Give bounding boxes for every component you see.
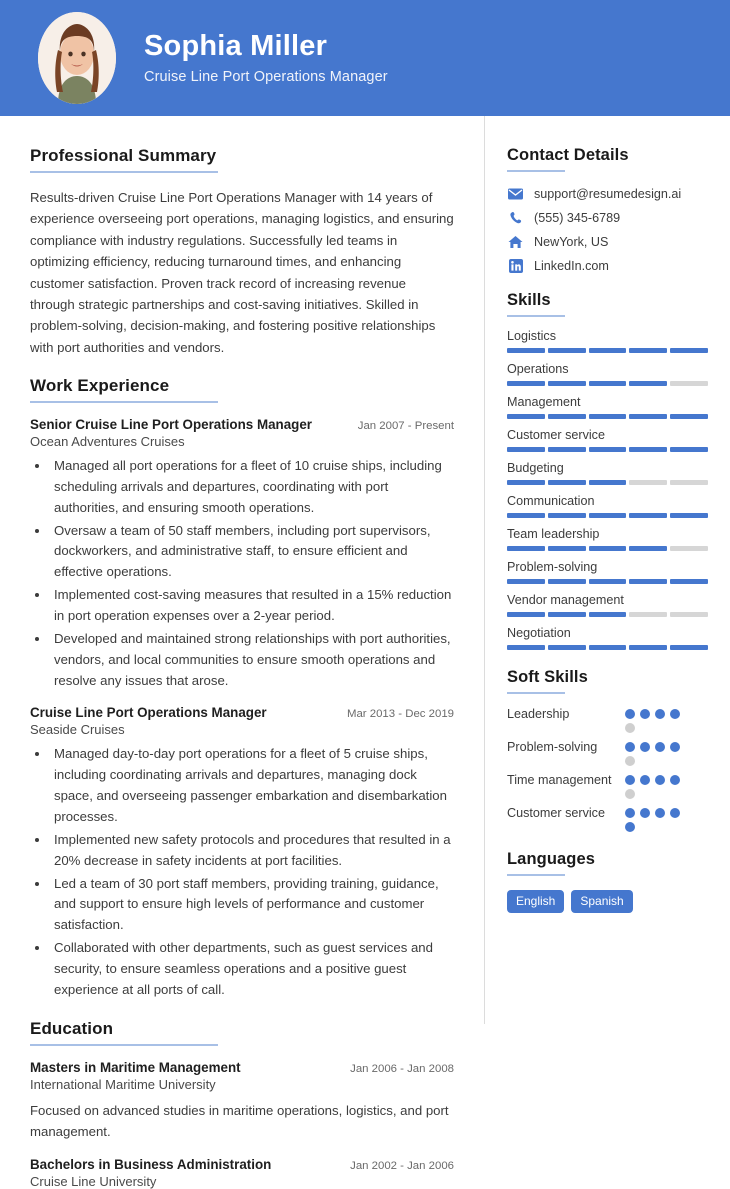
skill-segment [507, 546, 545, 551]
heading-underline [30, 1044, 218, 1046]
entry-date: Mar 2013 - Dec 2019 [346, 708, 454, 721]
skill-level-bar [507, 579, 708, 584]
skill-segment [589, 546, 627, 551]
heading-underline [507, 874, 565, 876]
skill-segment [629, 645, 667, 650]
skill-segment [507, 414, 545, 419]
heading-underline [507, 315, 565, 317]
skill-segment [629, 480, 667, 485]
skill-name: Negotiation [507, 626, 571, 640]
skill-level-bar [507, 447, 708, 452]
section-heading: Education [30, 1018, 114, 1038]
heading-underline [507, 692, 565, 694]
skill-segment [670, 447, 708, 452]
skill-name: Problem-solving [507, 560, 598, 574]
skill-segment [589, 513, 627, 518]
skill-name: Team leadership [507, 527, 600, 541]
skill-segment [589, 645, 627, 650]
section-soft-skills [507, 668, 708, 832]
section-heading: Soft Skills [507, 668, 588, 686]
linkedin-icon [507, 258, 524, 273]
heading-underline [30, 401, 218, 403]
skill-segment [507, 513, 545, 518]
phone-icon [507, 210, 524, 225]
soft-skill-rating [625, 706, 693, 733]
skill-segment [589, 480, 627, 485]
section-heading: Languages [507, 850, 596, 868]
section-heading: Skills [507, 291, 551, 309]
job-title: Cruise Line Port Operations Manager [144, 69, 388, 86]
entry-date: Jan 2006 - Jan 2008 [350, 1062, 454, 1075]
skill-segment [629, 348, 667, 353]
soft-skills-list [507, 706, 708, 832]
skill-segment [548, 414, 586, 419]
soft-skill-rating [625, 772, 693, 799]
rating-dot [625, 709, 635, 719]
work-entry-list [30, 417, 454, 1001]
entry-title: Bachelors in Business Administration [30, 1156, 272, 1172]
profile-photo-icon [38, 12, 116, 104]
skill-segment [507, 447, 545, 452]
skill-segment [670, 513, 708, 518]
skill-item [507, 593, 708, 617]
home-icon [507, 234, 524, 249]
contact-value: support@resumedesign.ai [534, 186, 682, 201]
rating-dot [640, 742, 650, 752]
entry-header [30, 705, 454, 720]
contact-value: (555) 345-6789 [534, 210, 621, 225]
skill-item [507, 560, 708, 584]
entry-bullet: • Led a team of 30 port staff members, providing training, guidance, and support to ensure high levels of performance and customer satisfaction. [50, 874, 454, 937]
section-professional-summary [30, 146, 454, 358]
rating-dot [655, 808, 665, 818]
soft-skill-item [507, 772, 708, 799]
rating-dot [655, 775, 665, 785]
skill-segment [629, 612, 667, 617]
rating-dot [625, 742, 635, 752]
section-contact-details [507, 146, 708, 273]
skill-name: Communication [507, 494, 595, 508]
skill-segment [629, 381, 667, 386]
contact-item[interactable] [507, 234, 708, 249]
skill-level-bar [507, 414, 708, 419]
rating-dot [625, 756, 635, 766]
entry-bullet-list [30, 744, 454, 1000]
entry-organization: Ocean Adventures Cruises [30, 434, 185, 449]
contact-value: NewYork, US [534, 234, 609, 249]
soft-skill-item [507, 805, 708, 832]
entry-bullet-list [30, 456, 454, 691]
skill-level-bar [507, 645, 708, 650]
entry-header [30, 1157, 454, 1172]
entry-bullet: • Managed day-to-day port operations for a fleet of 5 cruise ships, including coordinating arrivals and departures, managing dock space, and overseeing passenger embarkation and disembarkation processes. [50, 744, 454, 827]
rating-dot [670, 709, 680, 719]
skill-item [507, 329, 708, 353]
skill-level-bar [507, 348, 708, 353]
skill-segment [629, 579, 667, 584]
language-pill: Spanish [571, 890, 632, 913]
resume-entry [30, 417, 454, 691]
sidebar-column [485, 116, 730, 1024]
skill-segment [589, 414, 627, 419]
skill-segment [507, 480, 545, 485]
language-pill: English [507, 890, 564, 913]
skill-name: Customer service [507, 428, 605, 442]
skill-segment [548, 480, 586, 485]
skill-item [507, 461, 708, 485]
rating-dot [625, 822, 635, 832]
skill-segment [548, 348, 586, 353]
entry-organization: International Maritime University [30, 1076, 216, 1092]
skill-segment [548, 612, 586, 617]
skill-segment [629, 447, 667, 452]
skill-name: Vendor management [507, 593, 624, 607]
skill-segment [548, 381, 586, 386]
skill-segment [589, 381, 627, 386]
soft-skill-item [507, 739, 708, 766]
skill-segment [670, 348, 708, 353]
skill-level-bar [507, 513, 708, 518]
contact-item[interactable] [507, 186, 708, 201]
languages-list [507, 890, 708, 913]
soft-skill-name: Customer service [507, 806, 605, 820]
section-heading: Contact Details [507, 146, 629, 164]
avatar [38, 12, 116, 104]
entry-title: Masters in Maritime Management [30, 1059, 241, 1075]
email-icon [507, 186, 524, 201]
section-skills [507, 291, 708, 650]
contact-list [507, 186, 708, 273]
entry-organization: Cruise Line University [30, 1173, 157, 1189]
section-education [30, 1019, 454, 1189]
skill-segment [589, 579, 627, 584]
skills-list [507, 329, 708, 650]
rating-dot [640, 775, 650, 785]
contact-value: LinkedIn.com [534, 258, 609, 273]
skill-name: Operations [507, 362, 569, 376]
rating-dot [670, 742, 680, 752]
skill-segment [589, 447, 627, 452]
summary-text: Results-driven Cruise Line Port Operations Manager with 14 years of experience overseeing port operations, managing logistics, and ensuring compliance with industry regulations. Successfully led teams in optimizing efficiency, reducing turnaround times, and enhancing customer satisfaction. Proven track record of increasing revenue through strategic partnerships and cost-saving initiatives. Skilled in problem-solving, decision-making, and fostering positive relationships with port authorities and vendors. [30, 190, 454, 355]
skill-segment [670, 414, 708, 419]
section-heading: Work Experience [30, 376, 170, 395]
rating-dot [640, 808, 650, 818]
rating-dot [625, 789, 635, 799]
skill-segment [629, 546, 667, 551]
entry-header [30, 417, 454, 432]
rating-dot [655, 709, 665, 719]
skill-item [507, 527, 708, 551]
skill-level-bar [507, 546, 708, 551]
rating-dot [670, 808, 680, 818]
skill-level-bar [507, 480, 708, 485]
skill-item [507, 494, 708, 518]
skill-segment [670, 480, 708, 485]
entry-bullet: • Managed all port operations for a fleet of 10 cruise ships, including scheduling arrivals and departures, coordinating with port authorities, and ensuring smooth operations. [50, 456, 454, 519]
entry-bullet: • Collaborated with other departments, such as guest services and security, to ensure seamless operations and a positive guest experience at all ports of call. [50, 938, 454, 1001]
resume-entry [30, 1060, 454, 1143]
entry-title: Cruise Line Port Operations Manager [30, 705, 267, 721]
skill-segment [548, 546, 586, 551]
skill-segment [589, 612, 627, 617]
heading-underline [507, 170, 565, 172]
soft-skill-name: Leadership [507, 707, 570, 721]
entry-bullet: • Implemented new safety protocols and procedures that resulted in a 20% decrease in safety incidents at port facilities. [50, 830, 454, 872]
resume-entry [30, 705, 454, 1000]
skill-segment [548, 645, 586, 650]
education-entry-list [30, 1060, 454, 1189]
skill-segment [548, 513, 586, 518]
skill-segment [589, 348, 627, 353]
section-languages [507, 850, 708, 913]
resume-body [0, 116, 730, 1189]
skill-segment [507, 645, 545, 650]
contact-item[interactable] [507, 210, 708, 225]
entry-bullet: • Developed and maintained strong relationships with port authorities, vendors, and local communities to ensure smooth operations and resolve any issues that arose. [50, 629, 454, 692]
entry-date: Jan 2002 - Jan 2006 [350, 1159, 454, 1172]
entry-description: Focused on advanced studies in maritime operations, logistics, and port management. [30, 1102, 449, 1140]
resume-header [0, 0, 730, 116]
main-column [0, 116, 485, 1189]
resume-entry [30, 1157, 454, 1189]
skill-segment [548, 447, 586, 452]
entry-title: Senior Cruise Line Port Operations Manager [30, 417, 313, 432]
header-text-group [144, 31, 388, 86]
soft-skill-rating [625, 739, 693, 766]
skill-item [507, 362, 708, 386]
entry-date: Jan 2007 - Present [357, 420, 454, 432]
skill-segment [548, 579, 586, 584]
full-name: Sophia Miller [144, 29, 328, 62]
skill-segment [629, 513, 667, 518]
skill-segment [507, 348, 545, 353]
skill-name: Management [507, 395, 581, 409]
skill-segment [670, 645, 708, 650]
rating-dot [625, 723, 635, 733]
soft-skill-name: Problem-solving [507, 740, 598, 754]
heading-underline [30, 171, 218, 173]
skill-item [507, 626, 708, 650]
skill-name: Budgeting [507, 461, 564, 475]
skill-segment [670, 612, 708, 617]
skill-item [507, 395, 708, 419]
section-work-experience [30, 376, 454, 1001]
skill-name: Logistics [507, 329, 556, 343]
skill-segment [629, 414, 667, 419]
skill-segment [507, 381, 545, 386]
skill-level-bar [507, 381, 708, 386]
soft-skill-name: Time management [507, 773, 612, 787]
rating-dot [640, 709, 650, 719]
contact-item[interactable] [507, 258, 708, 273]
rating-dot [655, 742, 665, 752]
entry-bullet: • Implemented cost-saving measures that resulted in a 15% reduction in port operation expenses over a 2-year period. [50, 585, 454, 627]
entry-header [30, 1060, 454, 1075]
skill-segment [507, 612, 545, 617]
skill-segment [670, 546, 708, 551]
skill-level-bar [507, 612, 708, 617]
skill-segment [670, 579, 708, 584]
section-heading: Professional Summary [30, 146, 217, 165]
skill-segment [507, 579, 545, 584]
skill-item [507, 428, 708, 452]
entry-organization: Seaside Cruises [30, 722, 125, 738]
soft-skill-item [507, 706, 708, 733]
rating-dot [625, 775, 635, 785]
skill-segment [670, 381, 708, 386]
rating-dot [625, 808, 635, 818]
entry-bullet: • Oversaw a team of 50 staff members, including port supervisors, dockworkers, and administrative staff, to ensure efficient and effective operations. [50, 521, 454, 584]
soft-skill-rating [625, 805, 693, 832]
rating-dot [670, 775, 680, 785]
